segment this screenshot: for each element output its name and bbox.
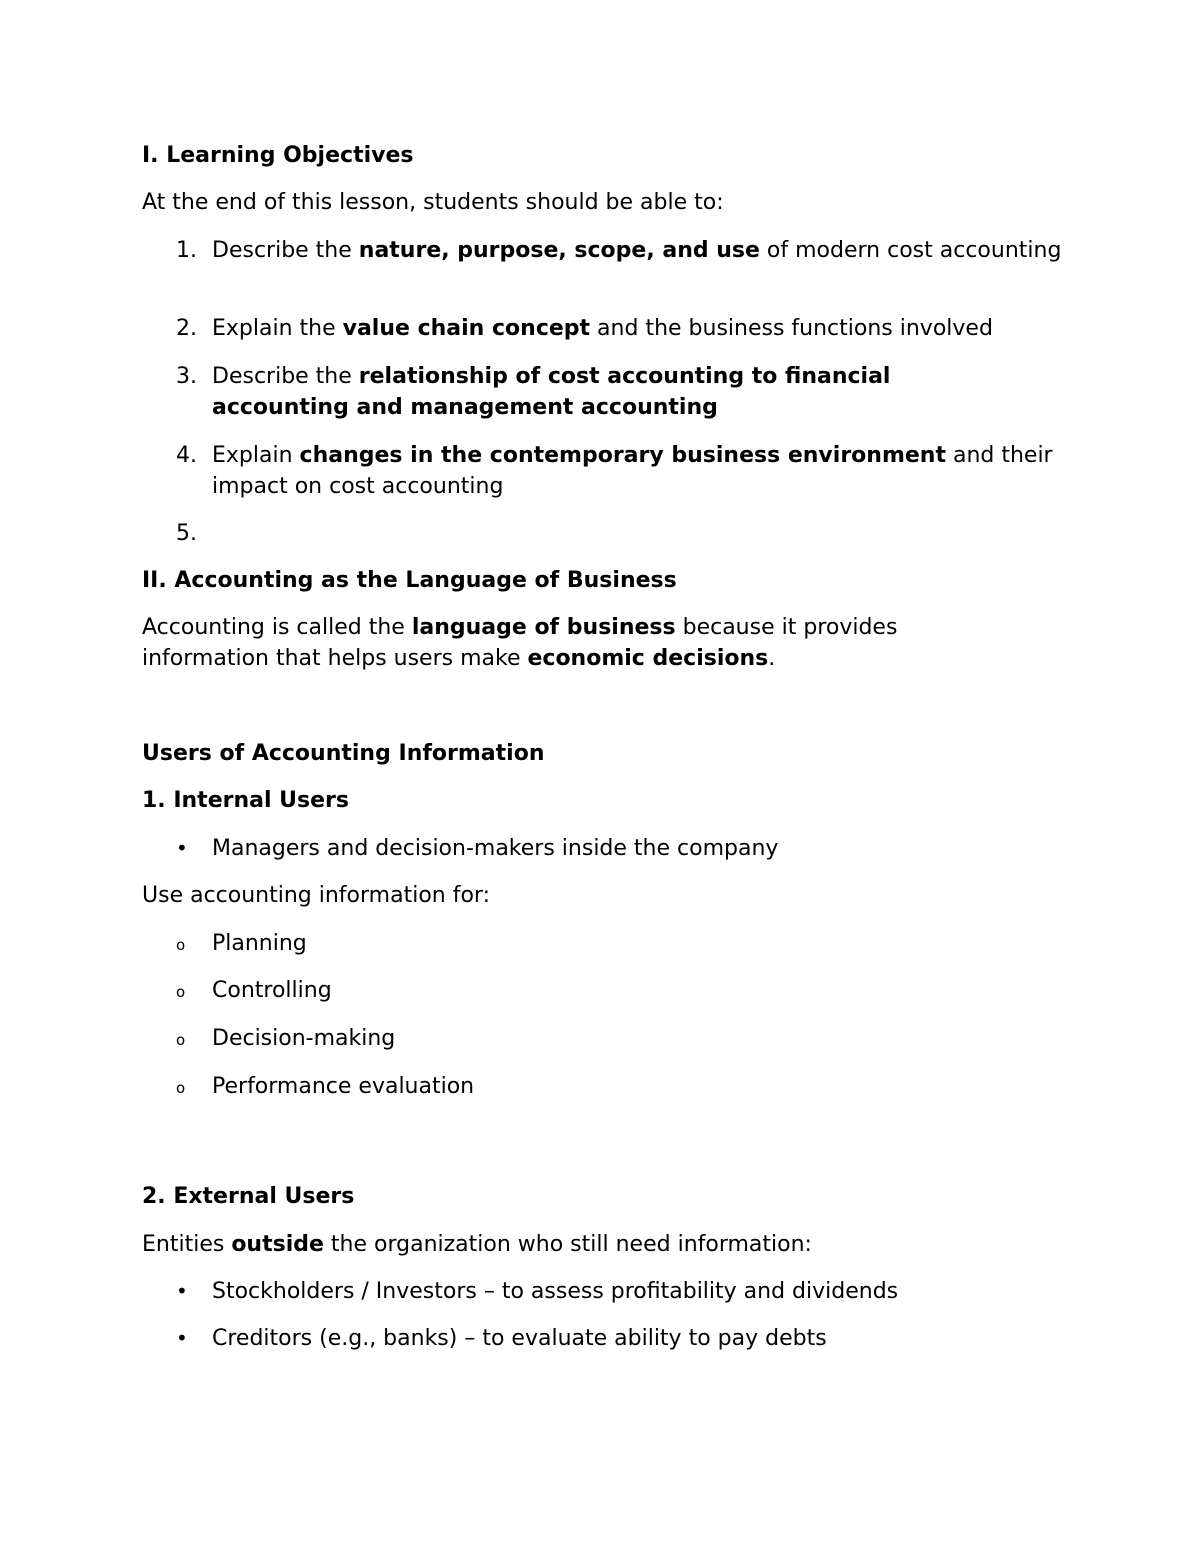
bullet-glyph: •	[176, 836, 188, 860]
external-users-intro: Entities outside the organization who still need information:	[142, 1232, 812, 1257]
users-heading: Users of Accounting Information	[142, 741, 545, 766]
external-users-bullet: Creditors (e.g., banks) – to evaluate ability to pay debts	[212, 1326, 827, 1351]
sub-bullet-glyph: o	[176, 936, 186, 954]
sub-bullet-glyph: o	[176, 1079, 186, 1097]
external-users-bullet: Stockholders / Investors – to assess profitability and dividends	[212, 1279, 899, 1304]
bullet-glyph: •	[176, 1279, 188, 1303]
objective-number: 5.	[176, 521, 197, 546]
internal-users-heading: 1. Internal Users	[142, 788, 349, 813]
section-heading-learning-objectives: I. Learning Objectives	[142, 143, 414, 168]
section-heading-language-of-business: II. Accounting as the Language of Business	[142, 568, 677, 593]
internal-users-bullet: Managers and decision-makers inside the company	[212, 836, 779, 861]
objective-text: Describe the relationship of cost accounting to financial accounting and management accounting	[212, 364, 891, 420]
bullet-glyph: •	[176, 1326, 188, 1350]
use-list-item: Controlling	[212, 978, 332, 1003]
external-users-heading: 2. External Users	[142, 1184, 355, 1209]
language-of-business-paragraph: Accounting is called the language of business because it provides information that helps users make economic decisions.	[142, 615, 898, 671]
objective-text: Explain changes in the contemporary business environment and their impact on cost accounting	[212, 443, 1053, 499]
objective-number: 3.	[176, 364, 197, 389]
objective-number: 4.	[176, 443, 197, 468]
use-list-item: Planning	[212, 931, 307, 956]
sub-bullet-glyph: o	[176, 983, 186, 1001]
objective-text: Describe the nature, purpose, scope, and use of modern cost accounting	[212, 238, 1062, 263]
objective-number: 2.	[176, 316, 197, 341]
internal-use-intro: Use accounting information for:	[142, 883, 490, 908]
sub-bullet-glyph: o	[176, 1031, 186, 1049]
use-list-item: Decision-making	[212, 1026, 396, 1051]
objective-number: 1.	[176, 238, 197, 263]
objective-text: Explain the value chain concept and the business functions involved	[212, 316, 993, 341]
objectives-intro: At the end of this lesson, students should be able to:	[142, 190, 724, 215]
use-list-item: Performance evaluation	[212, 1074, 475, 1099]
